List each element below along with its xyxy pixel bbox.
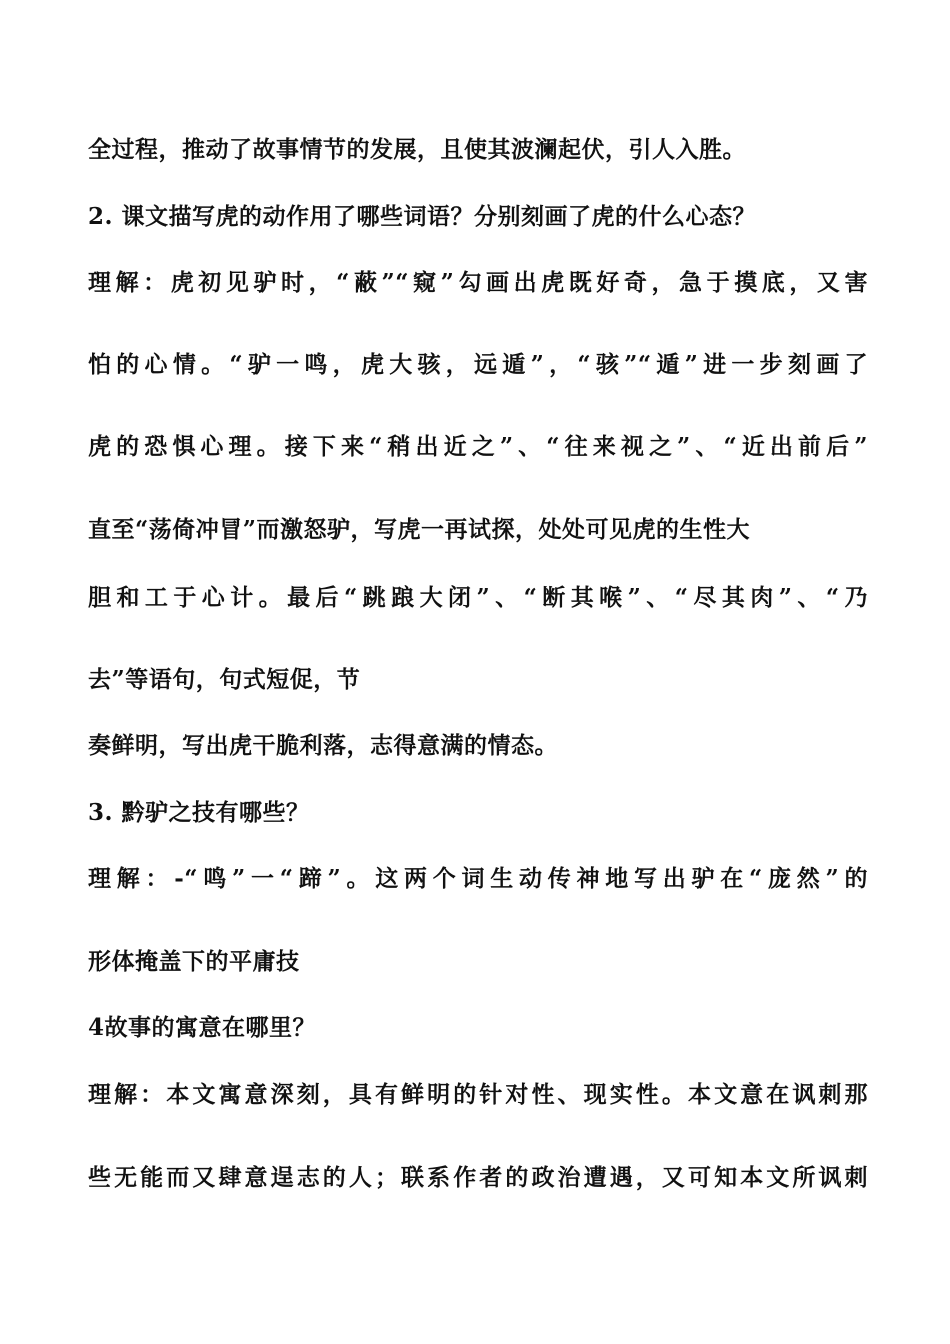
question-2: 2. 课文描写虎的动作用了哪些词语？分别刻画了虎的什么心态？ [88, 203, 757, 230]
answer-3-line-2: 形体掩盖下的平庸技 [88, 948, 300, 975]
answer-2-line-6: 去”等语句，句式短促，节 [88, 666, 361, 693]
answer-2-line-2: 怕的心情。“驴一鸣，虎大骇，远遁”，“骇”“遁”进一步刻画了 [88, 351, 868, 378]
question-4: 4故事的寓意在哪里？ [88, 1014, 317, 1041]
text-line-1: 全过程，推动了故事情节的发展，且使其波澜起伏，引人入胜。 [88, 136, 746, 163]
answer-4-line-2: 些无能而又肆意逞志的人；联系作者的政治遭遇，又可知本文所讽刺 [88, 1164, 868, 1191]
answer-2-line-3: 虎的恐惧心理。接下来“稍出近之”、“往来视之”、“近出前后” [88, 433, 868, 460]
answer-3-line-1: 理解：-“鸣”一“蹄”。这两个词生动传神地写出驴在“庞然”的 [88, 865, 868, 892]
answer-2-line-4: 直至“荡倚冲冒”而激怒驴，写虎一再试探，处处可见虎的生性大 [88, 516, 750, 543]
answer-2-line-7: 奏鲜明，写出虎干脆利落，志得意满的情态。 [88, 732, 558, 759]
answer-2-line-5: 胆和工于心计。最后“跳踉大闭”、“断其喉”、“尽其肉”、“乃 [88, 584, 868, 611]
question-3: 3. 黔驴之技有哪些？ [88, 799, 310, 826]
answer-4-line-1: 理解：本文寓意深刻，具有鲜明的针对性、现实性。本文意在讽刺那 [88, 1081, 868, 1108]
answer-2-line-1: 理解：虎初见驴时，“蔽”“窥”勾画出虎既好奇，急于摸底，又害 [88, 269, 868, 296]
